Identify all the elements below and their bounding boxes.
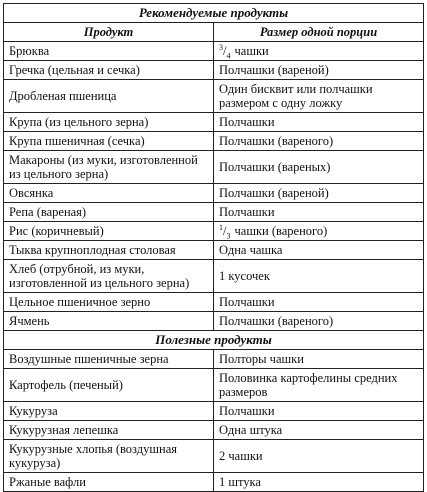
column-header-product: Продукт — [4, 23, 214, 42]
portion-cell: Полчашки (вареной) — [214, 184, 424, 203]
fraction-numerator: 1 — [219, 222, 223, 232]
portion-cell: Полчашки — [214, 203, 424, 222]
section-title: Рекомендуемые продукты — [4, 4, 424, 23]
table-row — [4, 421, 424, 440]
portion-text: чашки (вареного) — [234, 223, 328, 238]
table-row — [4, 184, 424, 203]
column-header-portion: Размер одной порции — [214, 23, 424, 42]
portion-cell: Полчашки (вареной) — [214, 61, 424, 80]
table-row — [4, 113, 424, 132]
product-cell: Дробленая пшеница — [4, 80, 214, 113]
table-row — [4, 151, 424, 184]
portion-cell: 1 штука — [214, 473, 424, 492]
portion-cell: Полчашки (вареного) — [214, 312, 424, 331]
portion-text: чашки — [234, 43, 269, 58]
product-cell: Картофель (печеный) — [4, 369, 214, 402]
product-cell: Репа (вареная) — [4, 203, 214, 222]
table-row — [4, 440, 424, 473]
portion-cell — [214, 42, 424, 61]
column-header-row — [4, 23, 424, 42]
fraction: $^1/_3$ — [219, 222, 231, 241]
product-cell: Кукурузная лепешка — [4, 421, 214, 440]
table-row — [4, 222, 424, 241]
product-cell: Крупа (из цельного зерна) — [4, 113, 214, 132]
product-cell: Ячмень — [4, 312, 214, 331]
portion-cell: 2 чашки — [214, 440, 424, 473]
fraction-denominator: 3 — [226, 231, 231, 241]
portion-cell: Полчашки (вареного) — [214, 132, 424, 151]
food-portion-table — [3, 3, 424, 492]
product-cell: Хлеб (отрубной, из муки, изготовленной из цельного зерна) — [4, 260, 214, 293]
product-cell: Тыква крупноплодная столовая — [4, 241, 214, 260]
portion-cell: Полчашки — [214, 402, 424, 421]
table-row — [4, 80, 424, 113]
product-cell: Кукурузные хлопья (воздушная кукуруза) — [4, 440, 214, 473]
table-row — [4, 369, 424, 402]
table-row — [4, 312, 424, 331]
product-cell: Кукуруза — [4, 402, 214, 421]
fraction-denominator: 4 — [226, 51, 231, 61]
table-row — [4, 42, 424, 61]
table-row — [4, 402, 424, 421]
product-cell: Макароны (из муки, изготовленной из цельного зерна) — [4, 151, 214, 184]
product-cell: Овсянка — [4, 184, 214, 203]
portion-cell: Один бисквит или полчашки размером с одну ложку — [214, 80, 424, 113]
table-row — [4, 260, 424, 293]
product-cell: Воздушные пшеничные зерна — [4, 350, 214, 369]
portion-cell: Полчашки — [214, 113, 424, 132]
portion-cell: 1 кусочек — [214, 260, 424, 293]
portion-cell: Половинка картофелины средних размеров — [214, 369, 424, 402]
section-title: Полезные продукты — [4, 331, 424, 350]
fraction-numerator: 3 — [219, 42, 223, 52]
table-row — [4, 241, 424, 260]
section-heading-recommended — [4, 4, 424, 23]
document-page — [3, 3, 423, 492]
product-cell: Цельное пшеничное зерно — [4, 293, 214, 312]
product-cell: Ржаные вафли — [4, 473, 214, 492]
portion-cell: Полчашки — [214, 293, 424, 312]
section-heading-useful — [4, 331, 424, 350]
table-row — [4, 203, 424, 222]
product-cell: Крупа пшеничная (сечка) — [4, 132, 214, 151]
table-row — [4, 473, 424, 492]
fraction: $^3/_4$ — [219, 42, 231, 61]
portion-cell: Полторы чашки — [214, 350, 424, 369]
product-cell: Брюква — [4, 42, 214, 61]
portion-cell: Полчашки (вареных) — [214, 151, 424, 184]
table-row — [4, 293, 424, 312]
table-row — [4, 61, 424, 80]
portion-cell: Одна чашка — [214, 241, 424, 260]
product-cell: Рис (коричневый) — [4, 222, 214, 241]
table-row — [4, 350, 424, 369]
product-cell: Гречка (цельная и сечка) — [4, 61, 214, 80]
portion-cell: Одна штука — [214, 421, 424, 440]
table-row — [4, 132, 424, 151]
portion-cell — [214, 222, 424, 241]
